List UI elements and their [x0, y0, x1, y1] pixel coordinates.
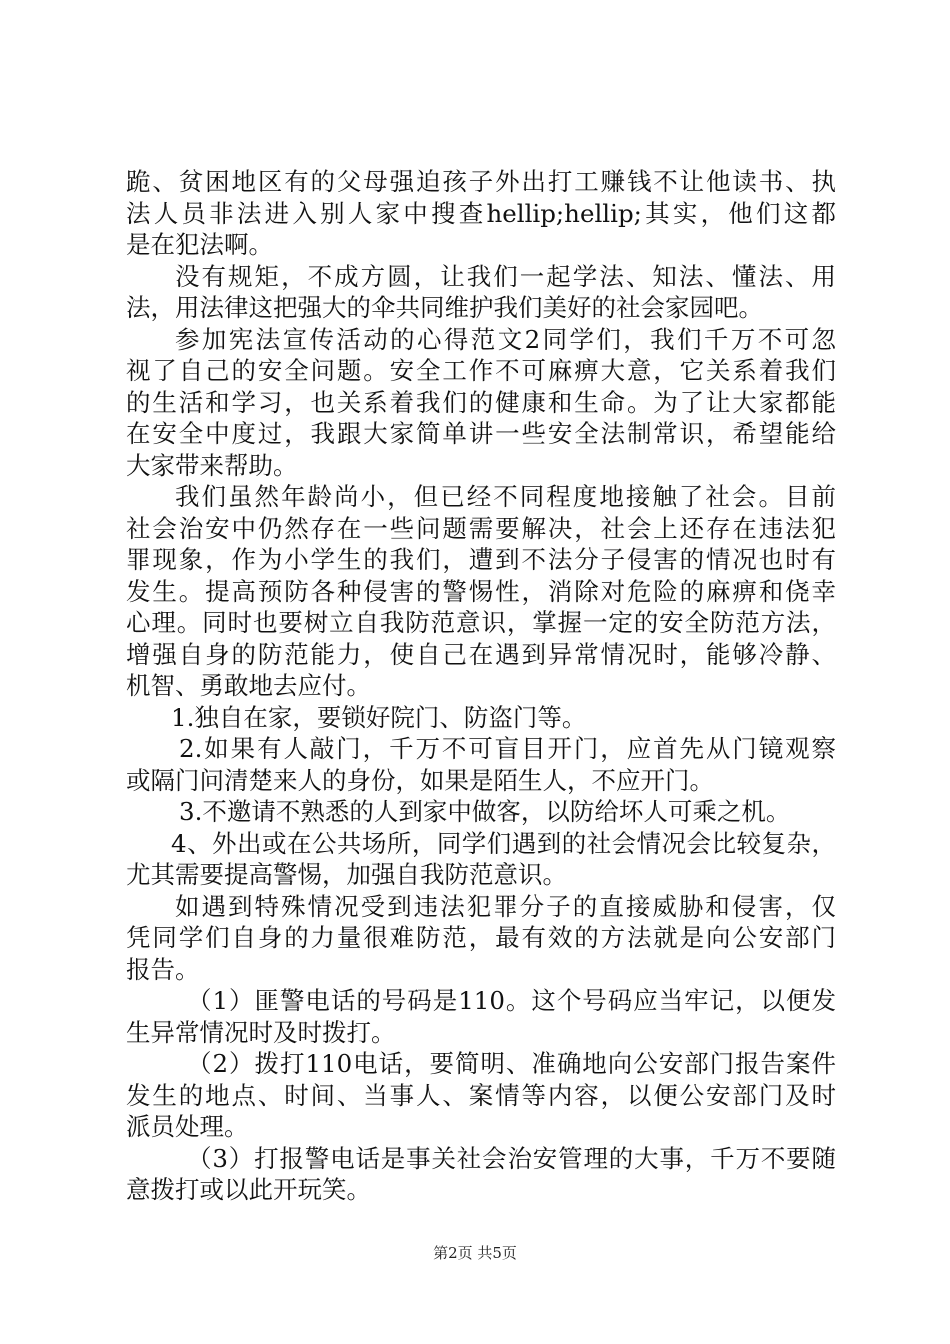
text-line: （3）打报警电话是事关社会治安管理的大事，千万不要随: [187, 1143, 836, 1173]
text-line: 罪现象，作为小学生的我们，遭到不法分子侵害的情况也时有: [126, 545, 836, 574]
text-line: 2.如果有人敲门，千万不可盲目开门，应首先从门镜观察: [179, 734, 836, 763]
text-line: 如遇到特殊情况受到违法犯罪分子的直接威胁和侵害，仅: [175, 891, 836, 921]
document-body: [126, 166, 836, 1206]
text-line: 法，用法律这把强大的伞共同维护我们美好的社会家园吧。: [126, 293, 763, 322]
text-line: 社会治安中仍然存在一些问题需要解决，社会上还存在违法犯: [126, 513, 836, 543]
text-line: 派员处理。: [126, 1112, 249, 1141]
text-line: 意拨打或以此开玩笑。: [126, 1175, 371, 1204]
text-line: 发生的地点、时间、当事人、案情等内容，以便公安部门及时: [126, 1080, 836, 1110]
text-line: （1）匪警电话的号码是110。这个号码应当牢记，以便发: [187, 986, 836, 1015]
text-line: 大家带来帮助。: [126, 450, 298, 480]
text-line: 机智、勇敢地去应付。: [126, 671, 371, 700]
text-line: 的生活和学习，也关系着我们的健康和生命。为了让大家都能: [126, 387, 836, 417]
text-line: 尤其需要提高警惕，加强自我防范意识。: [126, 860, 567, 889]
text-line: 或隔门问清楚来人的身份，如果是陌生人，不应开门。: [126, 765, 714, 795]
text-line: 视了自己的安全问题。安全工作不可麻痹大意，它关系着我们: [126, 356, 836, 385]
text-line: 报告。: [126, 954, 200, 984]
text-line: 3.不邀请不熟悉的人到家中做客，以防给坏人可乘之机。: [179, 797, 791, 826]
text-line: 4、外出或在公共场所，同学们遇到的社会情况会比较复杂，: [171, 828, 836, 858]
text-line: 心理。同时也要树立自我防范意识，掌握一定的安全防范方法，: [126, 608, 836, 637]
text-line: 我们虽然年龄尚小，但已经不同程度地接触了社会。目前: [175, 482, 836, 511]
text-line: 跪、贫困地区有的父母强迫孩子外出打工赚钱不让他读书、执: [126, 167, 836, 196]
text-line: 没有规矩，不成方圆，让我们一起学法、知法、懂法、用: [175, 261, 836, 291]
text-line: 参加宪法宣传活动的心得范文2同学们，我们千万不可忽: [175, 324, 836, 354]
text-line: 在安全中度过，我跟大家简单讲一些安全法制常识，希望能给: [126, 419, 836, 448]
text-line: 增强自身的防范能力，使自己在遇到异常情况时，能够冷静、: [126, 639, 836, 669]
page-number-footer: 第2页 共5页: [433, 1244, 517, 1262]
text-line: 发生。提高预防各种侵害的警惕性，消除对危险的麻痹和侥幸: [126, 576, 836, 606]
text-line: 法人员非法进入别人家中搜查hellip;hellip;其实，他们这都: [126, 198, 836, 228]
text-line: 是在犯法啊。: [126, 230, 273, 259]
text-line: 生异常情况时及时拨打。: [126, 1017, 396, 1047]
text-line: （2）拨打110电话，要简明、准确地向公安部门报告案件: [187, 1049, 836, 1078]
text-line: 凭同学们自身的力量很难防范，最有效的方法就是向公安部门: [126, 923, 836, 952]
text-line: 1.独自在家，要锁好院门、防盗门等。: [171, 702, 587, 732]
